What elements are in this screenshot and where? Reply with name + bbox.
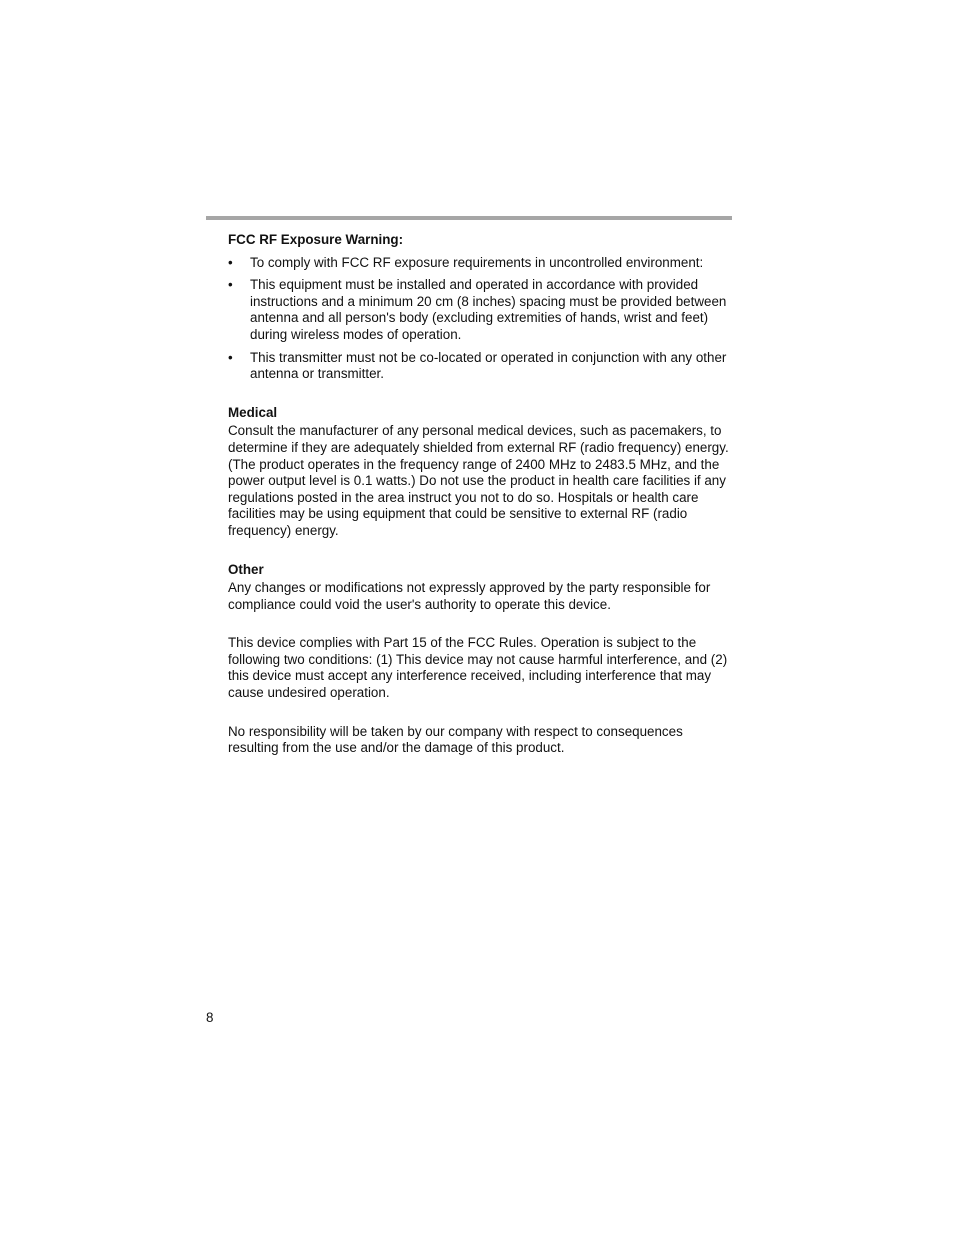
fcc-warning-list xyxy=(228,255,732,383)
bullet-icon: • xyxy=(228,277,233,293)
bullet-icon: • xyxy=(228,254,233,270)
page-number: 8 xyxy=(206,1010,214,1025)
other-section xyxy=(228,562,732,614)
page-content xyxy=(228,232,732,757)
list-item xyxy=(228,277,732,343)
list-item xyxy=(228,350,732,383)
disclaimer: No responsibility will be taken by our company with respect to consequences resulting from the use and/or the damage of this product. xyxy=(228,723,683,756)
other-heading: Other xyxy=(228,561,264,577)
list-item-text: This transmitter must not be co-located or operated in conjunction with any other antenna or transmitter. xyxy=(250,349,727,382)
fcc-warning-heading: FCC RF Exposure Warning: xyxy=(228,232,404,247)
list-item-text: To comply with FCC RF exposure requirements in uncontrolled environment: xyxy=(250,254,704,270)
list-item xyxy=(228,255,732,272)
header-rule xyxy=(206,216,732,220)
medical-heading: Medical xyxy=(228,404,278,420)
medical-body: Consult the manufacturer of any personal medical devices, such as pacemakers, to determine if they are adequately shielded from external RF (radio frequency) energy. (The product operates in the frequency range of 2400 MHz to 2483.5 MHz, and the power output level is 0.1 watts.) Do not use the product in health care facilities if any regulations posted in the area instruct you not to do so. Hospitals or health care facilities may be using equipment that could be sensitive to external RF (radio frequency) energy. xyxy=(228,423,729,538)
part15-notice: This device complies with Part 15 of the FCC Rules. Operation is subject to the following two conditions: (1) This device may not cause harmful interference, and (2) this device must accept any interference received, including interference that may cause undesired operation. xyxy=(228,635,728,701)
list-item-text: This equipment must be installed and operated in accordance with provided instructions and a minimum 20 cm (8 inches) spacing must be provided between antenna and all person's body (excluding extremities of hands, wrist and feet) during wireless modes of operation. xyxy=(250,277,727,342)
bullet-icon: • xyxy=(228,349,233,365)
other-body: Any changes or modifications not expressly approved by the party responsible for compliance could void the user's authority to operate this device. xyxy=(228,580,711,612)
medical-section xyxy=(228,405,732,540)
